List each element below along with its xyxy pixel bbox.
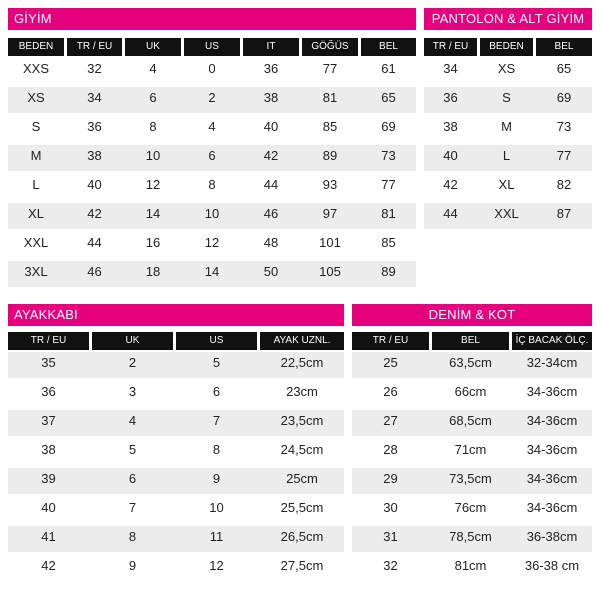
pantolon-table-row <box>424 174 592 200</box>
pantolon-cell: S <box>502 90 511 105</box>
giyim-header: BEL <box>361 38 416 56</box>
pantolon-table-row <box>424 87 592 113</box>
giyim-table-row <box>8 203 416 229</box>
pantolon-table-row <box>424 58 592 84</box>
giyim-cell: 44 <box>87 235 102 250</box>
giyim-cell: 40 <box>263 119 279 134</box>
denim-panel <box>352 304 592 586</box>
ayakkabi-cell: 24,5cm <box>280 442 324 457</box>
giyim-cell: 8 <box>208 177 216 192</box>
denim-cell: 34-36cm <box>526 413 578 428</box>
giyim-cell: 101 <box>319 235 341 250</box>
giyim-cell: 77 <box>322 61 338 76</box>
giyim-cell: 14 <box>145 206 161 221</box>
denim-cell: 28 <box>383 442 398 457</box>
ayakkabi-cell: 25,5cm <box>280 500 324 515</box>
giyim-table-row <box>8 232 416 258</box>
ayakkabi-title: AYAKKABI <box>8 304 344 326</box>
ayakkabi-cell: 40 <box>41 500 56 515</box>
ayakkabi-cell: 9 <box>212 471 221 486</box>
denim-table-row <box>352 381 592 407</box>
pantolon-cell: 87 <box>556 206 572 221</box>
pantolon-cell: XXL <box>494 206 519 221</box>
ayakkabi-table-row <box>8 468 344 494</box>
giyim-cell: 6 <box>149 90 157 105</box>
giyim-cell: 93 <box>322 177 338 192</box>
ayakkabi-cell: 10 <box>209 500 224 515</box>
ayakkabi-cell: 12 <box>209 558 224 573</box>
giyim-cell: 0 <box>208 61 216 76</box>
pantolon-cell: 40 <box>443 148 458 163</box>
giyim-cell: 44 <box>263 177 279 192</box>
denim-cell: 78,5cm <box>449 529 492 544</box>
giyim-cell: 81 <box>381 206 396 221</box>
denim-cell: 25 <box>383 355 398 370</box>
ayakkabi-cell: 35 <box>41 355 56 370</box>
denim-cell: 29 <box>383 471 398 486</box>
ayakkabi-header: AYAK UZNL. <box>260 332 344 350</box>
ayakkabi-cell: 39 <box>41 471 56 486</box>
giyim-title: GİYİM <box>8 8 416 30</box>
ayakkabi-table-row <box>8 497 344 523</box>
denim-cell: 81cm <box>454 558 487 573</box>
giyim-cell: 81 <box>322 90 338 105</box>
giyim-table-row <box>8 58 416 84</box>
ayakkabi-cell: 27,5cm <box>280 558 324 573</box>
giyim-cell: 50 <box>263 264 279 279</box>
giyim-header: US <box>184 38 240 56</box>
giyim-cell: 105 <box>319 264 341 279</box>
giyim-cell: 38 <box>87 148 102 163</box>
giyim-cell: 89 <box>381 264 396 279</box>
ayakkabi-cell: 11 <box>209 529 224 544</box>
denim-cell: 26 <box>383 384 398 399</box>
denim-cell: 27 <box>383 413 398 428</box>
giyim-header: BEDEN <box>8 38 64 56</box>
giyim-cell: 4 <box>149 61 157 76</box>
denim-cell: 31 <box>383 529 398 544</box>
giyim-cell: 18 <box>145 264 161 279</box>
ayakkabi-table-row <box>8 381 344 407</box>
giyim-cell: 36 <box>87 119 102 134</box>
giyim-cell: XXL <box>23 235 49 250</box>
ayakkabi-cell: 23,5cm <box>280 413 324 428</box>
ayakkabi-cell: 42 <box>41 558 56 573</box>
giyim-cell: L <box>32 177 40 192</box>
ayakkabi-cell: 6 <box>212 384 221 399</box>
pantolon-title: PANTOLON & ALT GİYİM <box>424 8 592 30</box>
giyim-cell: 48 <box>263 235 279 250</box>
giyim-cell: 32 <box>87 61 102 76</box>
ayakkabi-cell: 9 <box>128 558 137 573</box>
giyim-cell: 73 <box>381 148 396 163</box>
denim-cell: 34-36cm <box>526 384 578 399</box>
giyim-header: TR / EU <box>67 38 122 56</box>
giyim-cell: 38 <box>263 90 279 105</box>
pantolon-cell: 38 <box>443 119 458 134</box>
giyim-panel <box>8 8 416 290</box>
giyim-cell: M <box>30 148 42 163</box>
giyim-cell: 42 <box>263 148 279 163</box>
denim-cell: 34-36cm <box>526 500 578 515</box>
giyim-cell: 14 <box>204 264 220 279</box>
giyim-table-row <box>8 174 416 200</box>
pantolon-cell: XS <box>497 61 516 76</box>
pantolon-panel <box>424 8 592 232</box>
ayakkabi-cell: 38 <box>41 442 56 457</box>
ayakkabi-cell: 23cm <box>286 384 318 399</box>
giyim-cell: 12 <box>145 177 161 192</box>
giyim-cell: 4 <box>208 119 216 134</box>
ayakkabi-header: UK <box>92 332 173 350</box>
denim-table-row <box>352 439 592 465</box>
ayakkabi-cell: 25cm <box>286 471 318 486</box>
giyim-cell: 12 <box>204 235 220 250</box>
ayakkabi-cell: 5 <box>212 355 221 370</box>
pantolon-cell: 65 <box>556 61 572 76</box>
ayakkabi-table-row <box>8 352 344 378</box>
ayakkabi-cell: 7 <box>128 500 137 515</box>
giyim-cell: 16 <box>145 235 161 250</box>
ayakkabi-cell: 26,5cm <box>280 529 324 544</box>
ayakkabi-cell: 3 <box>128 384 137 399</box>
denim-cell: 76cm <box>454 500 487 515</box>
denim-table-row <box>352 468 592 494</box>
denim-table-row <box>352 497 592 523</box>
giyim-table-row <box>8 145 416 171</box>
ayakkabi-table-row <box>8 526 344 552</box>
giyim-cell: 65 <box>381 90 396 105</box>
giyim-cell: 10 <box>145 148 161 163</box>
giyim-cell: 6 <box>208 148 216 163</box>
ayakkabi-table-row <box>8 555 344 581</box>
pantolon-cell: 42 <box>443 177 458 192</box>
pantolon-cell: 82 <box>556 177 572 192</box>
pantolon-table-row <box>424 145 592 171</box>
giyim-cell: 36 <box>263 61 279 76</box>
pantolon-cell: 36 <box>443 90 458 105</box>
denim-cell: 71cm <box>454 442 487 457</box>
ayakkabi-header: TR / EU <box>8 332 89 350</box>
pantolon-cell: 77 <box>556 148 572 163</box>
pantolon-cell: M <box>501 119 512 134</box>
pantolon-table-row <box>424 203 592 229</box>
giyim-cell: 85 <box>381 235 396 250</box>
pantolon-cell: 69 <box>556 90 572 105</box>
pantolon-header: BEDEN <box>480 38 533 56</box>
ayakkabi-cell: 41 <box>41 529 56 544</box>
pantolon-header: BEL <box>536 38 592 56</box>
ayakkabi-cell: 37 <box>41 413 56 428</box>
ayakkabi-cell: 2 <box>128 355 137 370</box>
giyim-cell: 40 <box>87 177 102 192</box>
denim-header: TR / EU <box>352 332 429 350</box>
ayakkabi-cell: 36 <box>41 384 56 399</box>
ayakkabi-cell: 4 <box>128 413 137 428</box>
denim-cell: 66cm <box>454 384 487 399</box>
giyim-cell: XXS <box>22 61 49 76</box>
pantolon-cell: XL <box>498 177 515 192</box>
giyim-cell: 8 <box>149 119 157 134</box>
giyim-cell: 69 <box>381 119 396 134</box>
ayakkabi-cell: 7 <box>212 413 221 428</box>
ayakkabi-cell: 8 <box>212 442 221 457</box>
denim-header: İÇ BACAK ÖLÇ. <box>512 332 592 350</box>
giyim-cell: 46 <box>263 206 279 221</box>
giyim-cell: 2 <box>208 90 216 105</box>
giyim-cell: 97 <box>322 206 338 221</box>
pantolon-header: TR / EU <box>424 38 477 56</box>
denim-cell: 36-38cm <box>526 529 578 544</box>
denim-table-row <box>352 526 592 552</box>
ayakkabi-header: US <box>176 332 257 350</box>
denim-cell: 68,5cm <box>449 413 492 428</box>
giyim-cell: XL <box>28 206 44 221</box>
giyim-cell: 42 <box>87 206 102 221</box>
giyim-header: IT <box>243 38 299 56</box>
giyim-table-row <box>8 116 416 142</box>
ayakkabi-table-row <box>8 410 344 436</box>
denim-title: DENİM & KOT <box>352 304 592 326</box>
giyim-cell: 10 <box>204 206 220 221</box>
giyim-header: UK <box>125 38 181 56</box>
denim-table-row <box>352 410 592 436</box>
denim-cell: 36-38 cm <box>524 558 580 573</box>
pantolon-cell: 44 <box>443 206 458 221</box>
giyim-table-row <box>8 87 416 113</box>
giyim-table-row <box>8 261 416 287</box>
giyim-cell: 34 <box>87 90 102 105</box>
ayakkabi-cell: 8 <box>128 529 137 544</box>
giyim-header: GÖĞÜS <box>302 38 358 56</box>
giyim-cell: 46 <box>87 264 102 279</box>
denim-table-row <box>352 352 592 378</box>
giyim-cell: 77 <box>381 177 396 192</box>
giyim-cell: 85 <box>322 119 338 134</box>
denim-cell: 73,5cm <box>449 471 492 486</box>
denim-cell: 32 <box>383 558 398 573</box>
giyim-cell: XS <box>27 90 45 105</box>
ayakkabi-table-row <box>8 439 344 465</box>
denim-cell: 34-36cm <box>526 471 578 486</box>
ayakkabi-cell: 6 <box>128 471 137 486</box>
ayakkabi-cell: 5 <box>128 442 137 457</box>
giyim-cell: S <box>31 119 41 134</box>
denim-table-row <box>352 555 592 581</box>
giyim-cell: 61 <box>381 61 396 76</box>
denim-cell: 32-34cm <box>526 355 578 370</box>
pantolon-cell: 73 <box>556 119 572 134</box>
ayakkabi-panel <box>8 304 344 586</box>
denim-cell: 34-36cm <box>526 442 578 457</box>
denim-cell: 63,5cm <box>449 355 492 370</box>
denim-cell: 30 <box>383 500 398 515</box>
pantolon-table-row <box>424 116 592 142</box>
denim-header: BEL <box>432 332 509 350</box>
giyim-cell: 3XL <box>24 264 48 279</box>
giyim-cell: 89 <box>322 148 338 163</box>
pantolon-cell: L <box>502 148 511 163</box>
ayakkabi-cell: 22,5cm <box>280 355 324 370</box>
pantolon-cell: 34 <box>443 61 458 76</box>
